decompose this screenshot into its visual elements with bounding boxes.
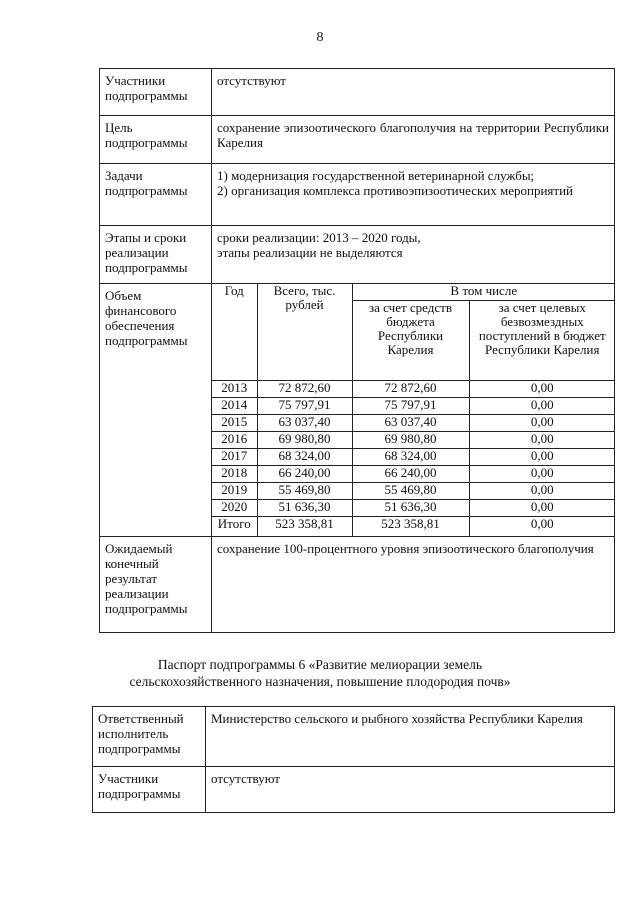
finance-row [212,465,615,482]
table-row [100,164,615,226]
finance-table [212,284,615,536]
cell-total: 523 358,81 [257,516,352,536]
cell-total: 69 980,80 [257,431,352,448]
passport-table-2 [92,706,615,813]
row-label: Участники подпрограммы [100,69,212,116]
finance-row [212,414,615,431]
row-label: Ожидаемый конечный результат реализации подпрограммы [100,537,212,633]
cell-total: 55 469,80 [257,482,352,499]
cell-grants: 0,00 [469,414,615,431]
cell-budget: 51 636,30 [352,499,469,516]
row-label: Ответственный исполнитель подпрограммы [93,707,206,767]
cell-total: 75 797,91 [257,397,352,414]
task-line: 1) модернизация государственной ветеринарной службы; [217,168,535,183]
task-line: 2) организация комплекса противоэпизоотических мероприятий [217,183,573,198]
cell-grants: 0,00 [469,431,615,448]
cell-budget: 55 469,80 [352,482,469,499]
cell-budget: 75 797,91 [352,397,469,414]
row-label: Объем финансового обеспечения подпрограммы [100,284,212,537]
subprogram-caption [0,656,640,690]
cell-year: Итого [212,516,257,536]
row-value [212,164,615,226]
cell-budget: 68 324,00 [352,448,469,465]
table-row [100,69,615,116]
header-year: Год [212,284,257,380]
cell-year: 2020 [212,499,257,516]
row-value: отсутствуют [206,767,615,813]
cell-budget: 69 980,80 [352,431,469,448]
cell-grants: 0,00 [469,397,615,414]
cell-total: 66 240,00 [257,465,352,482]
cell-grants: 0,00 [469,516,615,536]
cell-year: 2017 [212,448,257,465]
table-row [93,707,615,767]
row-value: Министерство сельского и рыбного хозяйства Республики Карелия [206,707,615,767]
finance-row [212,499,615,516]
header-incl: В том числе [352,284,615,300]
cell-budget: 66 240,00 [352,465,469,482]
cell-year: 2013 [212,380,257,397]
finance-total-row [212,516,615,536]
finance-cell [212,284,615,537]
table-row [100,537,615,633]
row-label: Задачи подпрограммы [100,164,212,226]
cell-grants: 0,00 [469,465,615,482]
cell-grants: 0,00 [469,380,615,397]
cell-year: 2015 [212,414,257,431]
table-row [93,767,615,813]
finance-row [212,431,615,448]
cell-grants: 0,00 [469,448,615,465]
passport-table-1 [99,68,615,633]
cell-budget: 63 037,40 [352,414,469,431]
cell-grants: 0,00 [469,482,615,499]
table-row [100,226,615,284]
cell-budget: 72 872,60 [352,380,469,397]
table-row [100,284,615,537]
page-number: 8 [316,30,324,45]
row-value: отсутствуют [212,69,615,116]
header-grants: за счет целевых безвозмездных поступлений в бюджет Республики Карелия [469,300,615,380]
cell-total: 63 037,40 [257,414,352,431]
finance-row [212,380,615,397]
cell-total: 68 324,00 [257,448,352,465]
row-value: сохранение 100-процентного уровня эпизоотического благополучия [212,537,615,633]
cell-total: 72 872,60 [257,380,352,397]
cell-total: 51 636,30 [257,499,352,516]
row-label: Этапы и сроки реализации подпрограммы [100,226,212,284]
cell-year: 2014 [212,397,257,414]
stage-line: сроки реализации: 2013 – 2020 годы, [217,230,421,245]
table-row [100,116,615,164]
cell-budget: 523 358,81 [352,516,469,536]
cell-year: 2018 [212,465,257,482]
finance-row [212,397,615,414]
row-label: Цель подпрограммы [100,116,212,164]
finance-row [212,448,615,465]
header-total: Всего, тыс. рублей [257,284,352,380]
row-value: сохранение эпизоотического благополучия на территории Республики Карелия [212,116,615,164]
finance-row [212,482,615,499]
caption-line: сельскохозяйственного назначения, повышение плодородия почв» [129,674,511,689]
cell-year: 2016 [212,431,257,448]
row-value [212,226,615,284]
row-label: Участники подпрограммы [93,767,206,813]
cell-grants: 0,00 [469,499,615,516]
header-budget: за счет средств бюджета Республики Карелия [352,300,469,380]
caption-line: Паспорт подпрограммы 6 «Развитие мелиорации земель [157,657,483,672]
stage-line: этапы реализации не выделяются [217,245,403,260]
cell-year: 2019 [212,482,257,499]
